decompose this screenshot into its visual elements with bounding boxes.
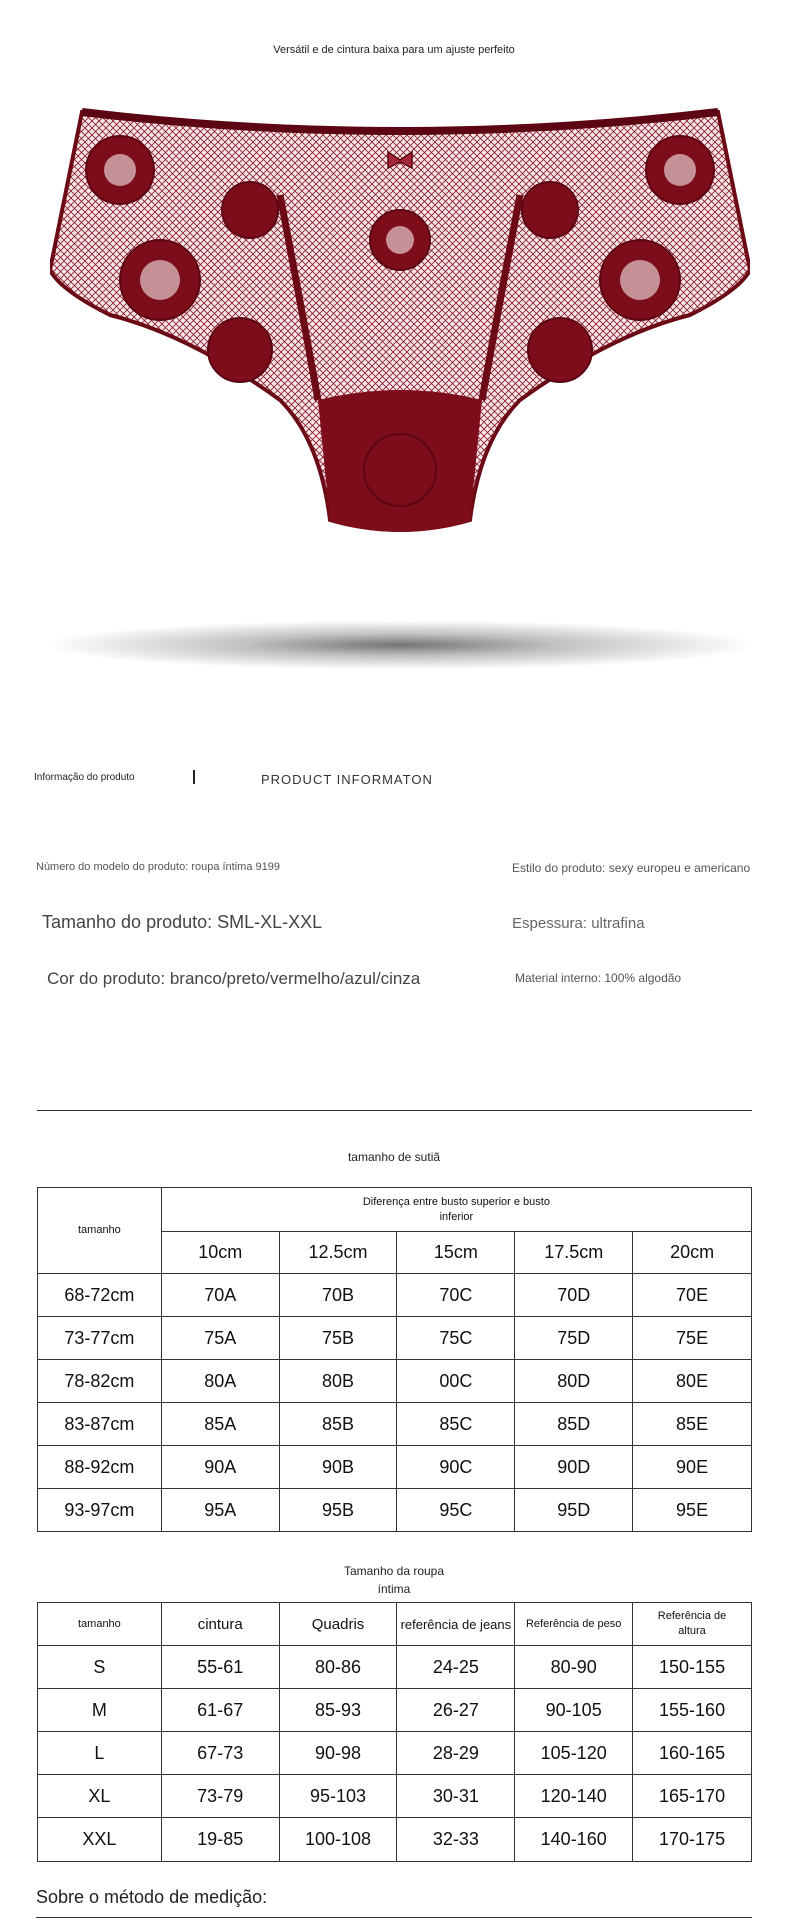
table-row xyxy=(38,1360,752,1403)
bra-size-cell: 95E xyxy=(633,1489,752,1532)
table-row xyxy=(38,1403,752,1446)
underwear-cell: 24-25 xyxy=(397,1646,515,1689)
bra-size-cell: 85D xyxy=(515,1403,633,1446)
underwear-cell: 90-105 xyxy=(515,1689,633,1732)
underwear-cell: 155-160 xyxy=(633,1689,752,1732)
info-header-title: PRODUCT INFORMATON xyxy=(261,772,433,787)
underwear-cell: 28-29 xyxy=(397,1732,515,1775)
lace-flower xyxy=(222,182,278,238)
lace-highlight xyxy=(620,260,660,300)
bra-band-cell: 68-72cm xyxy=(38,1274,162,1317)
underwear-size-table xyxy=(37,1602,752,1862)
bra-band-cell: 78-82cm xyxy=(38,1360,162,1403)
underwear-cell: XL xyxy=(38,1775,162,1818)
bra-size-cell: 90C xyxy=(397,1446,515,1489)
underwear-cell: 85-93 xyxy=(279,1689,397,1732)
underwear-cell: XXL xyxy=(38,1818,162,1862)
bra-size-cell: 00C xyxy=(397,1360,515,1403)
underwear-table-title xyxy=(0,1562,788,1598)
bra-size-table xyxy=(37,1187,752,1532)
bra-size-cell: 70D xyxy=(515,1274,633,1317)
bra-band-cell: 83-87cm xyxy=(38,1403,162,1446)
underwear-cell: 160-165 xyxy=(633,1732,752,1775)
bra-size-cell: 95A xyxy=(161,1489,279,1532)
underwear-cell: 67-73 xyxy=(161,1732,279,1775)
bra-col-header: 20cm xyxy=(633,1232,752,1274)
table-row xyxy=(38,1317,752,1360)
lace-highlight xyxy=(104,154,136,186)
spec-model: Número do modelo do produto: roupa íntima 9199 xyxy=(36,861,280,873)
bra-size-cell: 75D xyxy=(515,1317,633,1360)
bra-size-cell: 70B xyxy=(279,1274,397,1317)
underwear-cell: L xyxy=(38,1732,162,1775)
underwear-header-text: Referência de altura xyxy=(657,1610,727,1637)
bra-size-cell: 75B xyxy=(279,1317,397,1360)
info-header xyxy=(34,770,754,790)
lace-highlight xyxy=(664,154,696,186)
bra-diff-header xyxy=(161,1188,751,1232)
table-row xyxy=(38,1646,752,1689)
bra-size-cell: 70A xyxy=(161,1274,279,1317)
bra-size-cell: 85C xyxy=(397,1403,515,1446)
spec-material: Material interno: 100% algodão xyxy=(515,971,682,985)
product-image xyxy=(50,100,750,560)
underwear-header: Referência de peso xyxy=(515,1603,633,1646)
measurement-title: Sobre o método de medição: xyxy=(36,1887,268,1907)
product-shadow xyxy=(40,620,760,670)
bra-col-header: 17.5cm xyxy=(515,1232,633,1274)
underwear-header: tamanho xyxy=(38,1603,162,1646)
underwear-header: cintura xyxy=(161,1603,279,1646)
spec-thickness: Espessura: ultrafina xyxy=(512,915,645,932)
bra-size-cell: 80D xyxy=(515,1360,633,1403)
bra-size-cell: 80A xyxy=(161,1360,279,1403)
measurement-divider xyxy=(36,1917,752,1918)
bra-size-cell: 95C xyxy=(397,1489,515,1532)
lace-flower xyxy=(528,318,592,382)
underwear-cell: S xyxy=(38,1646,162,1689)
bra-size-cell: 90B xyxy=(279,1446,397,1489)
bra-col-header: 12.5cm xyxy=(279,1232,397,1274)
underwear-cell: 165-170 xyxy=(633,1775,752,1818)
underwear-cell: 30-31 xyxy=(397,1775,515,1818)
spec-color: Cor do produto: branco/preto/vermelho/azul/cinza xyxy=(47,969,421,988)
underwear-header: referência de jeans xyxy=(397,1603,515,1646)
underwear-cell: 73-79 xyxy=(161,1775,279,1818)
bra-size-cell: 75A xyxy=(161,1317,279,1360)
bra-size-cell: 85B xyxy=(279,1403,397,1446)
bra-size-cell: 80E xyxy=(633,1360,752,1403)
underwear-title-line2: íntima xyxy=(377,1582,411,1596)
underwear-cell: 150-155 xyxy=(633,1646,752,1689)
bra-band-cell: 93-97cm xyxy=(38,1489,162,1532)
bra-col-header: 15cm xyxy=(397,1232,515,1274)
underwear-cell: 61-67 xyxy=(161,1689,279,1732)
info-header-label: Informação do produto xyxy=(34,772,135,783)
lace-highlight xyxy=(140,260,180,300)
underwear-cell: 55-61 xyxy=(161,1646,279,1689)
bra-table-title: tamanho de sutiã xyxy=(347,1150,441,1164)
table-row xyxy=(38,1489,752,1532)
underwear-header: Quadris xyxy=(279,1603,397,1646)
table-row xyxy=(38,1818,752,1862)
underwear-cell: 95-103 xyxy=(279,1775,397,1818)
underwear-title-line1: Tamanho da roupa xyxy=(343,1564,445,1578)
table-row xyxy=(38,1446,752,1489)
bra-size-cell: 75C xyxy=(397,1317,515,1360)
bra-band-cell: 88-92cm xyxy=(38,1446,162,1489)
bra-col-header: 10cm xyxy=(161,1232,279,1274)
underwear-cell: 80-86 xyxy=(279,1646,397,1689)
bra-size-cell: 90E xyxy=(633,1446,752,1489)
bra-size-header: tamanho xyxy=(38,1188,162,1274)
bra-size-cell: 95D xyxy=(515,1489,633,1532)
table-row xyxy=(38,1775,752,1818)
bra-size-cell: 75E xyxy=(633,1317,752,1360)
underwear-cell: 120-140 xyxy=(515,1775,633,1818)
spec-style: Estilo do produto: sexy europeu e americano xyxy=(512,861,751,875)
bra-size-cell: 90A xyxy=(161,1446,279,1489)
bra-size-cell: 90D xyxy=(515,1446,633,1489)
bra-size-cell: 70E xyxy=(633,1274,752,1317)
underwear-cell: 90-98 xyxy=(279,1732,397,1775)
bra-size-cell: 95B xyxy=(279,1489,397,1532)
bra-size-cell: 85A xyxy=(161,1403,279,1446)
product-tagline: Versátil e de cintura baixa para um ajuste perfeito xyxy=(273,44,515,56)
info-header-divider xyxy=(193,770,195,784)
table-row xyxy=(38,1689,752,1732)
underwear-cell: 140-160 xyxy=(515,1818,633,1862)
lace-flower xyxy=(522,182,578,238)
underwear-cell: 100-108 xyxy=(279,1818,397,1862)
lace-highlight xyxy=(386,226,414,254)
underwear-cell: 105-120 xyxy=(515,1732,633,1775)
underwear-header xyxy=(633,1603,752,1646)
table-row xyxy=(38,1274,752,1317)
underwear-cell: 32-33 xyxy=(397,1818,515,1862)
underwear-cell: M xyxy=(38,1689,162,1732)
underwear-cell: 80-90 xyxy=(515,1646,633,1689)
table-row xyxy=(38,1732,752,1775)
bra-band-cell: 73-77cm xyxy=(38,1317,162,1360)
bra-diff-header-text: Diferença entre busto superior e busto inferior xyxy=(362,1195,550,1223)
underwear-cell: 26-27 xyxy=(397,1689,515,1732)
section-divider xyxy=(37,1110,752,1111)
spec-size: Tamanho do produto: SML-XL-XXL xyxy=(42,912,323,932)
underwear-cell: 170-175 xyxy=(633,1818,752,1862)
lace-flower xyxy=(364,434,436,506)
lace-flower xyxy=(208,318,272,382)
bra-size-cell: 80B xyxy=(279,1360,397,1403)
bra-size-cell: 70C xyxy=(397,1274,515,1317)
bra-size-cell: 85E xyxy=(633,1403,752,1446)
underwear-cell: 19-85 xyxy=(161,1818,279,1862)
